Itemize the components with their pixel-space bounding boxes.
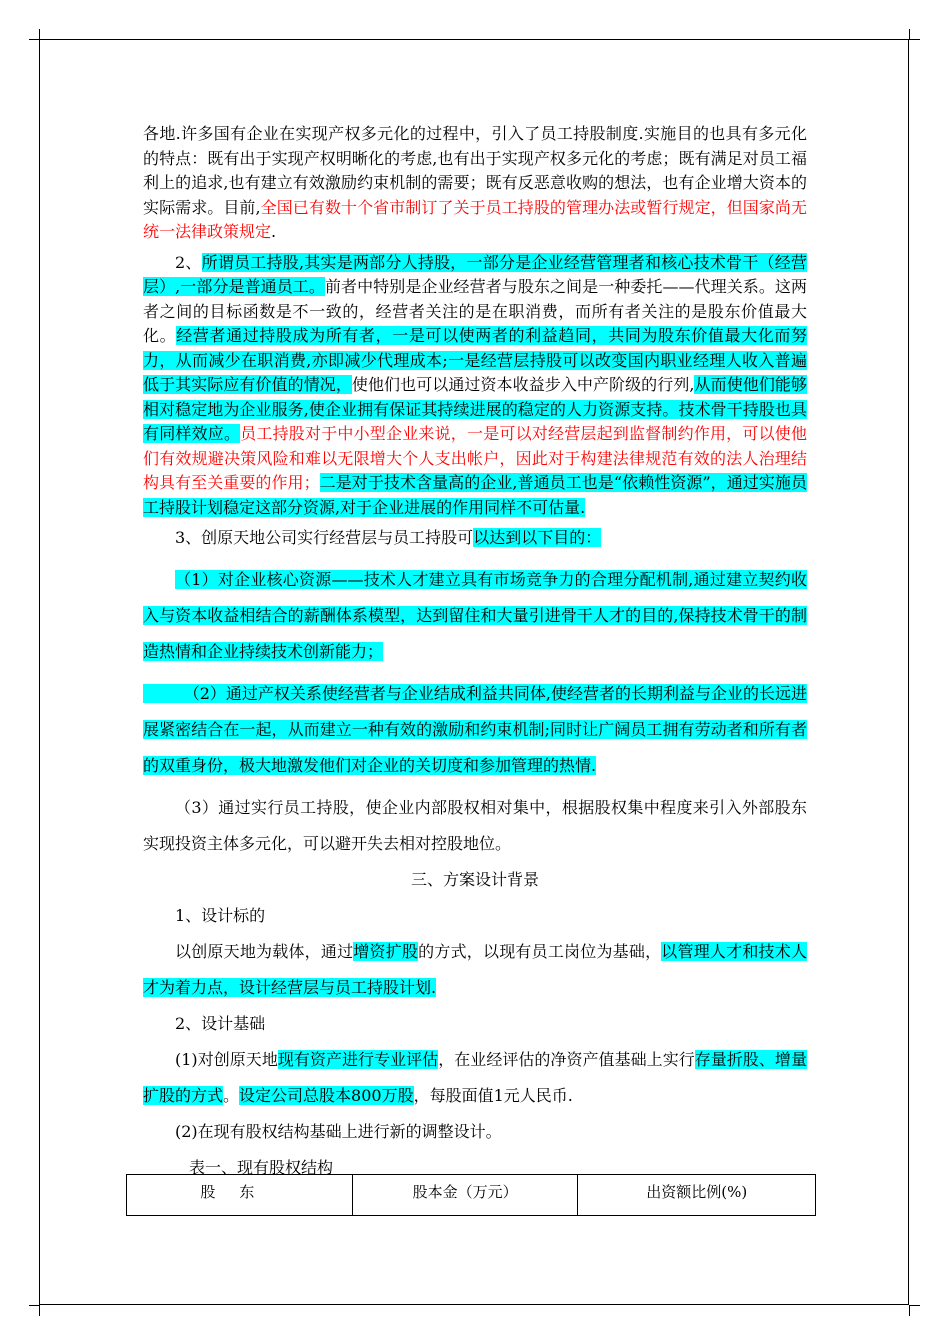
text-run: 前者中特别是企业经营者与股东之间是一种委托——代理关系。这两者之间的目标函数是不一致的，经营者关注的是在职消费，而所有者关注的是股东价值最大化。 [143,277,807,345]
text-run-highlighted: 存量折股、增量扩股的方式 [143,1050,807,1105]
text-run: 的方式，以现有员工岗位为基础， [418,942,662,961]
table-caption: 表一、现有股权结构 [189,1158,334,1177]
text-run-highlighted: 增资扩股 [353,942,419,961]
crop-mark-bottom-right [909,1305,920,1316]
header-contribution-ratio: 出资额比例(%) [578,1175,816,1216]
text-run: 2、 [175,252,202,272]
text-run: ，在业经评估的净资产值基础上实行 [438,1050,695,1069]
text-run-red: 员工持股对于中小型企业来说，一是可以对经营层起到监督制约作用，可以使他们有效规避决策风险和难以无限增大个人支出帐户，因此对于构建法律规范有效的法人治理结构具有至关重要的作用； [143,424,807,492]
text-run: 以创原天地为载体，通过 [175,942,354,961]
paragraph-goal-1 [143,562,807,670]
paragraph-goal-3: （3）通过实行员工持股，使企业内部股权相对集中，根据股权集中程度来引入外部股东实现投资主体多元化，可以避开失去相对控股地位。 [143,798,807,853]
text-run: 使他们也可以通过资本收益步入中产阶级的行列, [351,375,695,394]
text-run: 3、创原天地公司实行经营层与员工持股可 [175,528,474,547]
text-run-highlighted: 二是对于技术含量高的企业,普通员工也是“依赖性资源”，通过实施员工持股计划稳定这部分资源,对于企业进展的作用同样不可估量. [143,473,807,517]
text-run-highlighted: 以达到以下目的： [473,528,602,547]
text-run-red: 全国已有数十个省市制订了关于员工持股的管理办法或暂行规定，但国家尚无统一法律政策规定 [143,197,807,241]
text-run: (1)对创原天地 [175,1050,278,1069]
document-body [143,122,807,1186]
text-run: 各地.许多国有企业在实现产权多元化的过程中，引入了员工持股制度.实施目的也具有多元化的特点：既有出于实现产权明晰化的考虑,也有出于实现产权多元化的考虑；既有满足对员工福利上的追求,也有建立有效激励约束机制的需要；既有反恶意收购的想法，也有企业增大资本的实际需求。目前, [143,124,807,217]
text-run-highlighted: 设定公司总股本800万股 [239,1086,414,1105]
header-shareholder: 股东 [127,1175,353,1216]
text-run-highlighted: 从而使他们能够相对稳定地为企业服务,使企业拥有保证其持续进展的稳定的人力资源支持。技术骨干持股也具有同样效应。 [143,375,807,443]
crop-mark-top-right [909,29,920,40]
paragraph-design-target [143,934,807,1006]
paragraph-point-3 [143,520,807,556]
text-run-highlighted: 现有资产进行专业评估 [277,1050,439,1069]
text-run-highlighted: 以管理人才和技术人才为着力点，设计经营层与员工持股计划. [143,942,807,997]
text-run-highlighted: （1）对企业核心资源——技术人才建立具有市场竞争力的合理分配机制,通过建立契约收入与资本收益相结合的薪酬体系模型，达到留住和大量引进骨干人才的目的,保持技术骨干的制造热情和企业持续技术创新能力； [143,570,807,661]
crop-mark-bottom-left [29,1305,40,1316]
text-run-highlighted: 经营者通过持股成为所有者，一是可以使两者的利益趋同，共同为股东价值最大化而努力，从而减少在职消费,亦即减少代理成本;一是经营层持股可以改变国内职业经理人收入普遍低于其实际应有价值的情况， [143,326,807,394]
text-run: 。 [223,1086,240,1105]
text-run-highlighted: 所谓员工持股,其实是两部分人持股，一部分是企业经营管理者和核心技术骨干（经营层）,一部分是普通员工。 [143,252,807,296]
section-heading: 三、方案设计背景 [410,870,539,889]
paragraph-ownership-diversification [143,122,807,245]
text-run-highlighted: （2）通过产权关系使经营者与企业结成利益共同体,使经营者的长期利益与企业的长远进展紧密结合在一起，从而建立一种有效的激励和约束机制;同时让广阔员工拥有劳动者和所有者的双重身份，极大地激发他们对企业的关切度和参加管理的热情. [143,684,807,775]
paragraph-basis-2: (2)在现有股权结构基础上进行新的调整设计。 [175,1122,502,1141]
header-share-capital: 股本金（万元） [352,1175,578,1216]
highlight-indent [143,684,184,703]
paragraph-goal-2 [143,676,807,784]
equity-structure-table [126,1174,816,1216]
paragraph-point-2 [143,251,807,521]
paragraph-basis-1 [143,1042,807,1114]
text-run: ，每股面值1元人民币. [413,1086,573,1105]
subheading-design-basis: 2、设计基础 [175,1014,266,1033]
table-header-row [127,1175,816,1216]
subheading-design-target: 1、设计标的 [175,906,266,925]
text-run: . [271,222,277,241]
